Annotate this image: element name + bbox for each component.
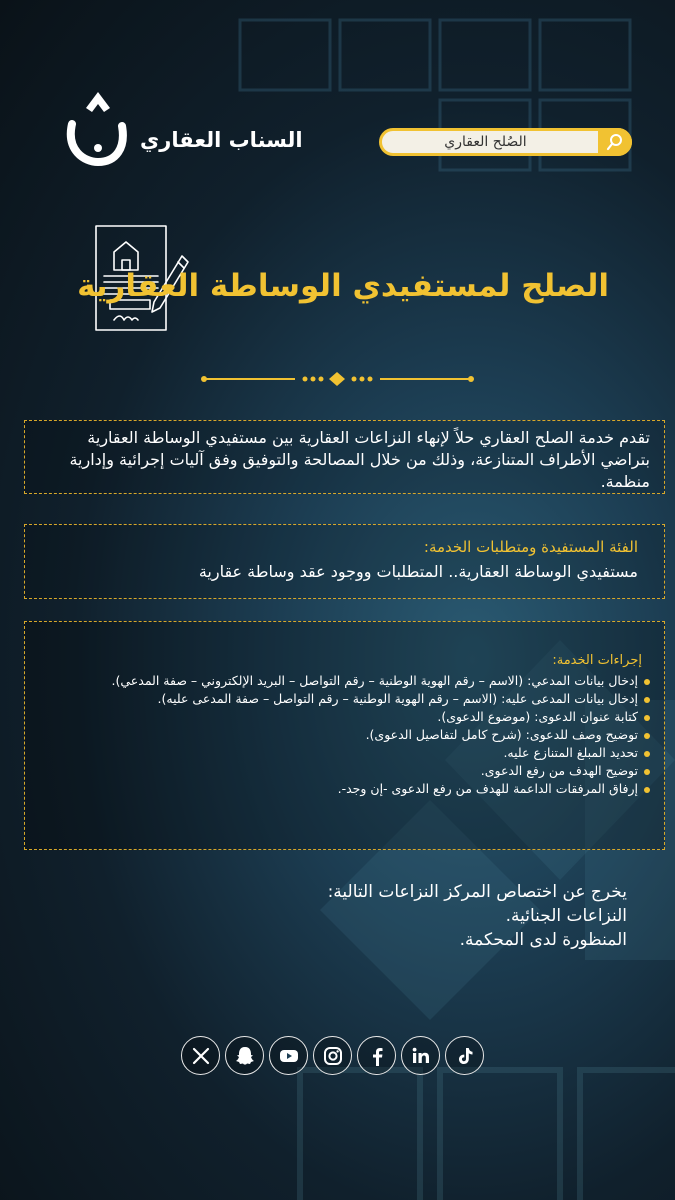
search-icon: [598, 128, 632, 156]
procedure-item: كتابة عنوان الدعوى: (موضوع الدعوى).: [39, 708, 650, 726]
procedure-item: إدخال بيانات المدعى عليه: (الاسم – رقم الهوية الوطنية – رقم التواصل – صفة المدعى عليه).: [39, 690, 650, 708]
linkedin-icon: [410, 1045, 432, 1067]
procedure-item: إدخال بيانات المدعي: (الاسم – رقم الهوية الوطنية – رقم التواصل – البريد الإلكتروني – صفة المدعي).: [39, 672, 650, 690]
youtube-link[interactable]: [269, 1036, 308, 1075]
exclusions-heading: يخرج عن اختصاص المركز النزاعات التالية:: [327, 882, 627, 902]
search-button[interactable]: [598, 128, 632, 156]
exclusions-text: [67, 880, 627, 952]
x-link[interactable]: [181, 1036, 220, 1075]
procedure-item: توضيح وصف للدعوى: (شرح كامل لتفاصيل الدعوى).: [39, 726, 650, 744]
exclusion-item: النزاعات الجنائية.: [505, 906, 627, 926]
beneficiary-text: مستفيدي الوساطة العقارية.. المتطلبات ووجود عقد وساطة عقارية: [198, 562, 638, 581]
page-title: الصلح لمستفيدي الوساطة العقارية: [77, 268, 609, 304]
beneficiary-box: [24, 524, 665, 599]
logo-mark-icon: [64, 90, 128, 170]
instagram-link[interactable]: [313, 1036, 352, 1075]
search-input[interactable]: الصُلح العقاري: [444, 134, 527, 150]
intro-text: تقدم خدمة الصلح العقاري حلاً لإنهاء النزاعات العقارية بين مستفيدي الوساطة العقارية بتراضي الأطراف المتنازعة، وذلك من خلال المصالحة والتوفيق وفق آليات إجرائية وإدارية منظمة.: [69, 428, 650, 491]
facebook-icon: [366, 1045, 388, 1067]
ornamental-divider: [200, 370, 475, 388]
x-icon: [191, 1046, 211, 1066]
tiktok-icon: [454, 1045, 476, 1067]
intro-box: [24, 420, 665, 494]
snapchat-link[interactable]: [225, 1036, 264, 1075]
tiktok-link[interactable]: [445, 1036, 484, 1075]
youtube-icon: [278, 1045, 300, 1067]
exclusion-item: المنظورة لدى المحكمة.: [459, 930, 627, 950]
procedure-item: تحديد المبلغ المتنازع عليه.: [39, 744, 650, 762]
linkedin-link[interactable]: [401, 1036, 440, 1075]
brand-logo[interactable]: [64, 90, 303, 170]
procedures-list: [39, 672, 650, 798]
snapchat-icon: [234, 1045, 256, 1067]
social-links: [181, 1036, 491, 1076]
procedures-box: [24, 621, 665, 850]
search-bar[interactable]: [379, 128, 632, 156]
beneficiary-heading: الفئة المستفيدة ومتطلبات الخدمة:: [423, 538, 638, 556]
procedures-heading: إجراءات الخدمة:: [552, 653, 642, 668]
facebook-link[interactable]: [357, 1036, 396, 1075]
brand-name: السناب العقاري: [140, 128, 303, 152]
instagram-icon: [322, 1045, 344, 1067]
procedure-item: إرفاق المرفقات الداعمة للهدف من رفع الدعوى -إن وجد-.: [39, 780, 650, 798]
procedure-item: توضيح الهدف من رفع الدعوى.: [39, 762, 650, 780]
